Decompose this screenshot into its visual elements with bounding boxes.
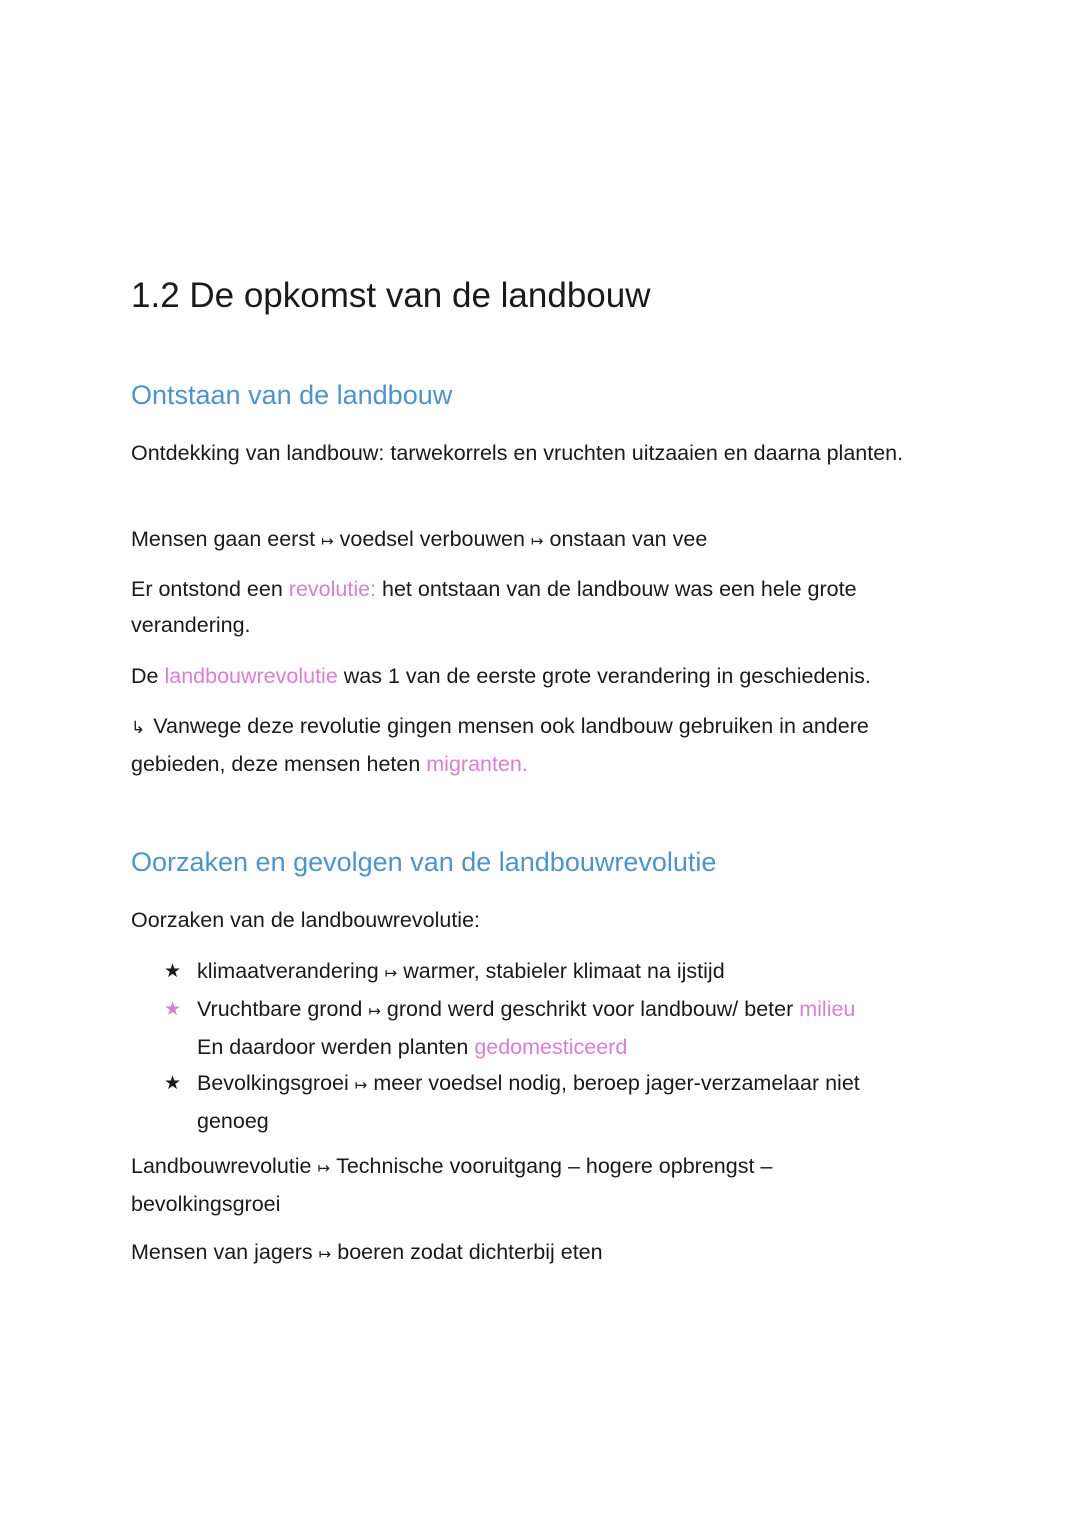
cause-3-text: meer voedsel nodig, beroep jager-verzamelaar niet genoeg bbox=[197, 1071, 860, 1133]
page-title: 1.2 De opkomst van de landbouw bbox=[131, 276, 651, 315]
paragraph-ontdekking: Ontdekking van landbouw: tarwekorrels en vruchten uitzaaien en daarna planten. bbox=[131, 441, 904, 465]
landbouwrevolutie-post: was 1 van de eerste grote verandering in geschiedenis. bbox=[337, 664, 871, 688]
arrow-icon: ↦ bbox=[317, 1159, 331, 1177]
jagers-text: boeren zodat dichterbij eten bbox=[337, 1240, 603, 1264]
cause-1-term: klimaatverandering bbox=[197, 959, 379, 983]
revolutie-pre: Er ontstond een bbox=[131, 577, 289, 601]
list-item bbox=[164, 1065, 924, 1139]
causes-list bbox=[164, 953, 924, 1139]
arrow-icon: ↦ bbox=[321, 532, 334, 550]
cause-2-line2: En daardoor werden planten bbox=[197, 1035, 475, 1059]
arrow-icon: ↦ bbox=[354, 1076, 368, 1094]
paragraph-jagers-boeren bbox=[131, 1234, 921, 1272]
sequence-part-3: onstaan van vee bbox=[549, 527, 708, 551]
jagers-term: Mensen van jagers bbox=[131, 1240, 313, 1264]
arrow-icon: ↦ bbox=[368, 1002, 381, 1020]
arrow-icon: ↦ bbox=[530, 532, 544, 550]
arrow-icon: ↦ bbox=[318, 1245, 332, 1263]
list-item bbox=[164, 953, 924, 991]
landbouwrevolutie-pre: De bbox=[131, 664, 165, 688]
star-icon: ★ bbox=[164, 998, 182, 1020]
hook-arrow-icon: ↳ bbox=[131, 718, 146, 738]
effects-term: Landbouwrevolutie bbox=[131, 1154, 312, 1178]
star-icon: ★ bbox=[164, 960, 182, 982]
section-heading-ontstaan: Ontstaan van de landbouw bbox=[131, 380, 453, 410]
star-icon: ★ bbox=[164, 1072, 182, 1094]
paragraph-sequence bbox=[131, 521, 921, 559]
cause-3-term: Bevolkingsgroei bbox=[197, 1071, 349, 1095]
effects-text: Technische vooruitgang – hogere opbrengst – bevolkingsgroei bbox=[131, 1154, 773, 1216]
paragraph-effects bbox=[131, 1148, 831, 1222]
term-gedomesticeerd: gedomesticeerd bbox=[474, 1035, 628, 1059]
cause-2-text: grond werd geschrikt voor landbouw/ beter bbox=[386, 997, 800, 1021]
paragraph-revolutie bbox=[131, 571, 921, 643]
revolutie-post: het ontstaan van de landbouw was een hele grote verandering. bbox=[131, 577, 857, 637]
cause-1-text: warmer, stabieler klimaat na ijstijd bbox=[403, 959, 725, 983]
paragraph-oorzaken-intro: Oorzaken van de landbouwrevolutie: bbox=[131, 908, 480, 932]
sequence-part-1: Mensen gaan eerst bbox=[131, 527, 316, 551]
paragraph-migranten bbox=[131, 708, 921, 782]
migranten-pre: Vanwege deze revolutie gingen mensen ook landbouw gebruiken in andere gebieden, deze mensen heten bbox=[131, 714, 869, 776]
cause-2-term: Vruchtbare grond bbox=[197, 997, 363, 1021]
term-migranten: migranten. bbox=[426, 752, 528, 776]
arrow-icon: ↦ bbox=[384, 964, 398, 982]
paragraph-landbouwrevolutie bbox=[131, 658, 921, 694]
term-milieu: milieu bbox=[799, 997, 856, 1021]
sequence-part-2: voedsel verbouwen bbox=[339, 527, 525, 551]
section-heading-oorzaken: Oorzaken en gevolgen van de landbouwrevolutie bbox=[131, 847, 717, 877]
list-item bbox=[164, 991, 924, 1065]
term-revolutie: revolutie: bbox=[288, 577, 377, 601]
term-landbouwrevolutie: landbouwrevolutie bbox=[164, 664, 338, 688]
